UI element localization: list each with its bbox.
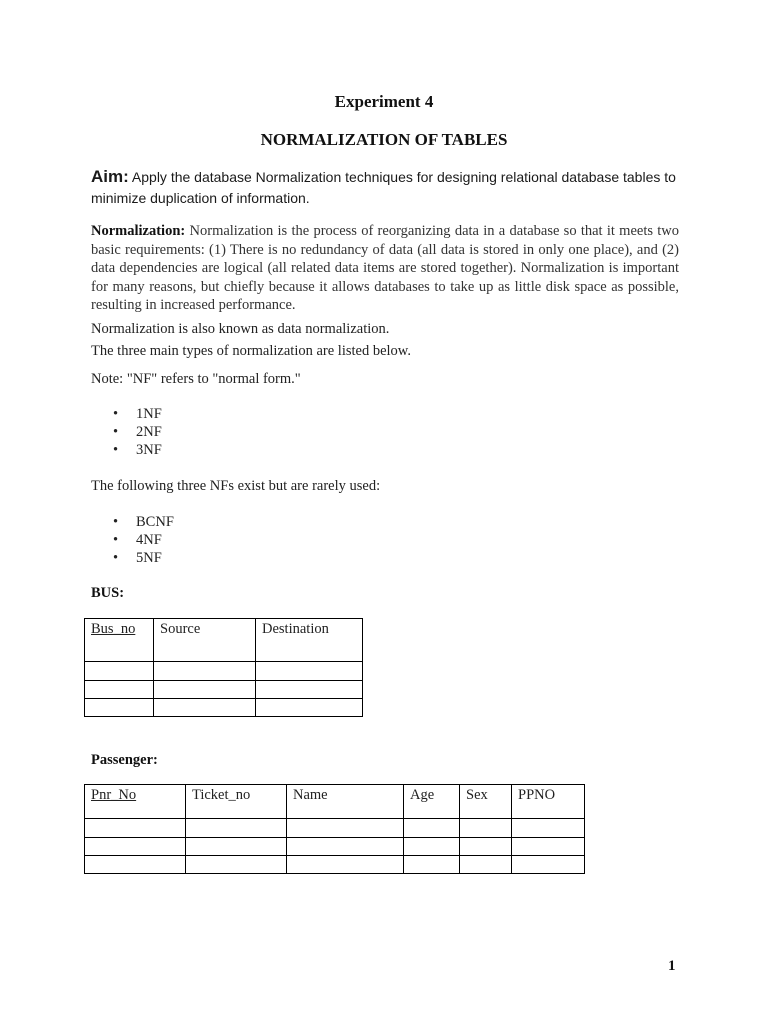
- table-cell: [404, 838, 460, 856]
- table-row: [85, 819, 585, 838]
- column-header-pnr-no: Pnr_No: [85, 785, 186, 819]
- table-cell: [85, 856, 186, 874]
- table-cell: [460, 856, 512, 874]
- table-cell: [512, 819, 585, 838]
- column-header-source: Source: [154, 619, 256, 662]
- column-header-name: Name: [287, 785, 404, 819]
- aka-line: Normalization is also known as data normalization.: [91, 321, 390, 337]
- note-line: Note: "NF" refers to "normal form.": [91, 371, 301, 387]
- table-cell: [154, 681, 256, 699]
- table-cell: [404, 819, 460, 838]
- list-item: • 3NF: [113, 442, 162, 458]
- experiment-title: Experiment 4: [334, 92, 434, 111]
- rare-intro-line: The following three NFs exist but are rarely used:: [91, 478, 381, 494]
- types-line: The three main types of normalization are listed below.: [91, 343, 411, 359]
- column-header-age: Age: [404, 785, 460, 819]
- table-cell: [256, 681, 363, 699]
- passenger-table: [84, 784, 585, 874]
- table-cell: [85, 699, 154, 717]
- table-row: [85, 662, 363, 681]
- bus-heading: BUS:: [91, 585, 125, 601]
- table-cell: [404, 856, 460, 874]
- list-item: • 2NF: [113, 424, 162, 440]
- page-number: 1: [668, 958, 676, 974]
- aim-label: Aim:: [91, 167, 129, 186]
- bus-table: [84, 618, 363, 717]
- list-item: • 1NF: [113, 406, 162, 422]
- table-cell: [512, 838, 585, 856]
- table-cell: [287, 838, 404, 856]
- table-row: [85, 699, 363, 717]
- table-cell: [256, 699, 363, 717]
- bullet-icon: •: [113, 424, 119, 440]
- table-row: [85, 856, 585, 874]
- normalization-paragraph: [91, 222, 679, 315]
- passenger-heading: Passenger:: [91, 752, 158, 768]
- table-row: [85, 681, 363, 699]
- table-cell: [512, 856, 585, 874]
- table-header-row: [85, 619, 363, 662]
- table-cell: [287, 819, 404, 838]
- bullet-icon: •: [113, 532, 119, 548]
- section-title: NORMALIZATION OF TABLES: [260, 130, 508, 149]
- column-header-bus-no: Bus_no: [85, 619, 154, 662]
- bullet-icon: •: [113, 550, 119, 566]
- table-cell: [186, 838, 287, 856]
- table-cell: [85, 819, 186, 838]
- table-cell: [154, 699, 256, 717]
- table-cell: [186, 856, 287, 874]
- column-header-ppno: PPNO: [512, 785, 585, 819]
- list-item: • BCNF: [113, 514, 174, 530]
- column-header-destination: Destination: [256, 619, 363, 662]
- table-cell: [287, 856, 404, 874]
- table-header-row: [85, 785, 585, 819]
- list-item: • 5NF: [113, 550, 162, 566]
- table-cell: [186, 819, 287, 838]
- table-cell: [154, 662, 256, 681]
- table-cell: [460, 838, 512, 856]
- rare-forms-list: [91, 513, 174, 567]
- table-cell: [460, 819, 512, 838]
- table-cell: [85, 681, 154, 699]
- list-item: • 4NF: [113, 532, 162, 548]
- aim-paragraph: [91, 166, 681, 209]
- bullet-icon: •: [113, 442, 119, 458]
- normalization-text: Normalization is the process of reorganizing data in a database so that it meets two basic requirements: (1) There is no redundancy of data (all data is stored in only one place), and (2) data dependencies are logical (all related data items are stored together). Normalization is important for many reasons, but chiefly because it allows databases to take up as little disk space as possible, resulting in increased performance.: [91, 223, 680, 313]
- aim-text: Apply the database Normalization techniques for designing relational database tables to minimize duplication of information.: [91, 169, 676, 206]
- main-forms-list: [91, 405, 162, 459]
- column-header-ticket-no: Ticket_no: [186, 785, 287, 819]
- normalization-label: Normalization:: [91, 223, 186, 239]
- table-cell: [85, 662, 154, 681]
- column-header-sex: Sex: [460, 785, 512, 819]
- table-cell: [85, 838, 186, 856]
- bullet-icon: •: [113, 514, 119, 530]
- table-row: [85, 838, 585, 856]
- table-cell: [256, 662, 363, 681]
- bullet-icon: •: [113, 406, 119, 422]
